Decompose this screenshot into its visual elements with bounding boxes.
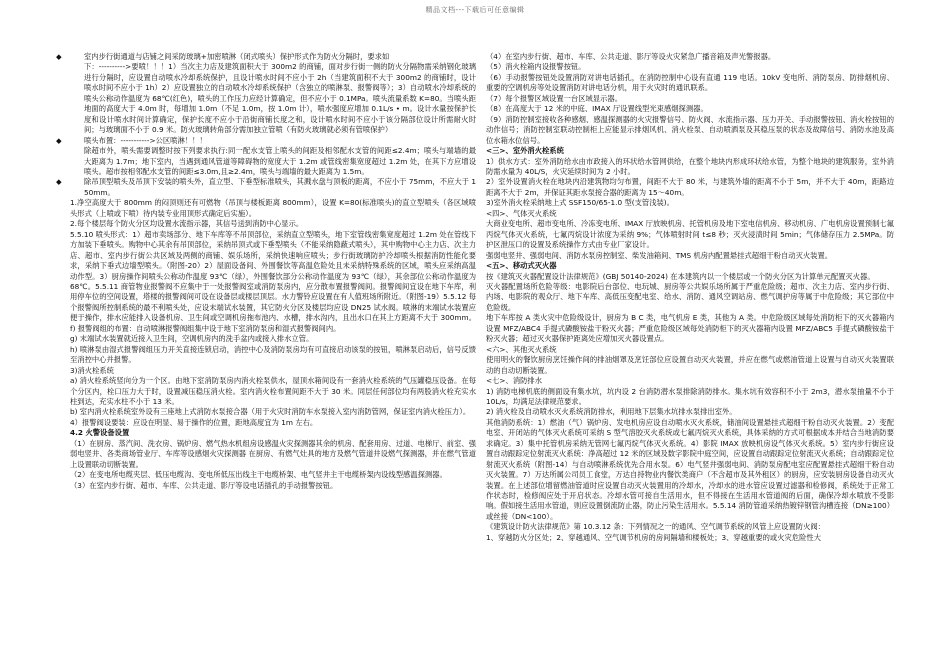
section-heading: <三>、室外消火栓系统	[486, 146, 564, 156]
paragraph: （5）消火栓箱内设报警按钮。	[486, 62, 586, 72]
paragraph: （1）在厨房、蒸汽间、洗衣房、锅炉房、燃气热水机组房设感温火灾探测器其余的机房、配套用房、过道、电梯厅、前室、强弱电竖井、各类商场管业厅、车库等设感烟火灾探测器 在厨房、有燃气灶具的地方及燃气管道井设燃气探测器，并在燃气管道上设置联动切断装置。	[70, 438, 476, 469]
paragraph: 按《建筑灭火器配置设计法律规范》(GBJ 50140-2024) 在本建筑内以一个楼层或一个防火分区为计算单元配置灭火器。	[486, 271, 875, 281]
left-column	[56, 52, 476, 491]
right-column	[486, 52, 894, 543]
diamond-bullet-icon: ◆	[56, 177, 62, 187]
paragraph: （6）手动报警按钮处设置消防对讲电话插孔，在消防控制中心设有直通 119 电话。10kV 变电所、消防泵房、防排烟机房、重要的空调机房等处设置消防对讲电话分机，用于火灾时的通讯联系。	[486, 72, 894, 93]
paragraph: 除超市外，喷头需要调整时按下列要求执行:同一配水支管上喷头的间距及相邻配水支管的间距≤2.4m；喷头与端墙的最大距离为 1.7m；地下室内，当遇到通风管道等障碍物的宽度大于 1.2m 或管线密集宽度超过 1.2m 处，在其下方应增设喷头。超市按相邻配水支管的间距≤3.0m,且≥2.4m，喷头与端墙的最大距离为 1.5m。	[84, 146, 476, 176]
paragraph: （4）在室内步行街、超市、车库、公共走道、影厅等设火灾紧急广播音箱及声光警报器。	[486, 52, 776, 61]
diamond-bullet-icon: ◆	[56, 135, 62, 145]
paragraph: 灭火器配置场所危险等级：电影院后台部位、电玩城、厨房等公共娱乐场所属于严重危险级；超市、次主力店、室内步行街、内场、电影院的观众厅、地下车库、高低压变配电室、给水、消防、通风空调站房、燃气调护房等属于中危险级；其它部位中危险级。	[486, 281, 894, 312]
paragraph: ◆ 喷头布置：----------->公区喷淋！！！	[56, 135, 207, 145]
paragraph: 4）报警阀设要装：应设在明显、易于操作的位置，距地高度宜为 1m 左右。	[70, 417, 318, 427]
paragraph: b) 室内消火栓系统室外设有三座地上式消防水泵接合器（用于火灾时消防车水泵接入室内消防管网，保证室内消火栓压力）。	[70, 407, 471, 417]
diamond-bullet-icon: ◆	[56, 52, 62, 61]
paragraph: （9）消防控制室接收各种感烟、感温探测器的火灾报警信号、防火阀、水流指示器、压力开关、手动报警按钮、消火栓按钮的动作信号；消防控制室联动控制柜上应能显示排烟风机、消火栓泵、自动喷洒泵及其稳压泵的状态及故障信号、消防水池及高位水箱水位信号。	[486, 114, 894, 145]
page-header: 精品文档---下载后可任意编辑	[425, 6, 525, 14]
section-heading: <六>、其他灭火系统	[486, 344, 557, 354]
paragraph: （3）在室内步行街、超市、车库、公共走道、影厅等设电话插孔的手动报警按钮。	[70, 480, 338, 490]
paragraph: 3)室外消火栓采纳地上式 SSF150/65-1.0 型(支管浅装)。	[486, 198, 674, 208]
section-heading: <七>、消防排水	[486, 376, 543, 386]
paragraph: ◆ 室内步行街通道与店铺之间采防玻璃+加密喷淋（闭式喷头）保护形式作为防火分隔时，要求如	[56, 52, 390, 61]
paragraph: 3)消火栓系统	[70, 365, 114, 375]
paragraph: 下：---------->要喷！！！1）当次主力店及建筑面积大于 300m2 的商铺，面对步行街一侧的防火分隔物需采纳钢化玻璃进行分隔时，应设置自动喷水冷却系统保护，且设计喷水时间不应小于 2h（当建筑面积不大于 300m2 的商铺时，设计喷水时间不应小于 1h）2）应设置独立的自动喷水冷却系统保护（含独立的喷淋泵、报警阀等）；3）自动喷水冷却系统的喷头公称动作温度为 68℃(红色)，喷头的工作压力应经计算确定，但不应小于 0.1MPa。喷头流量系数 K=80。当喷头距地面的高度大于 4.0m 时，每增加 1.0m（不足 1.0m，按 1.0m 计），喷水强度应增加 0.1L/s • m。设计水量按保护长度和设计喷水时间计算确定，保护长度不应小于沿街商铺长度之和，设计喷水时间不应小于该分隔部位设计所需耐火时间；与玻璃面不小于 0.9 米。防火玻璃转角部分需加独立管喷（有防火玻璃就必须有管喷保护）	[84, 62, 476, 135]
paragraph: 地下车库按 A 类火灾中危险级设计，厨房为 B C 类，电气机房 E 类，其他为 A 类。中危险级区域每处消防柜下的灭火器箱内设置 MFZ/ABC4 手提式磷酸铵盐干粉灭火器；严重危险级区域每处消防柜下的灭火器箱内设置 MFZ/ABC5 手提式磷酸铵盐干粉灭火器；超过灭火器保护距离处应增加灭火器设置点。	[486, 313, 894, 344]
paragraph: a) 消火栓系统竖向分为一个区。由地下室消防泵房内消火栓泵供水，屋顶水箱间设有一套消火栓系统的气压罐稳压设备。在每个分区内，栓口压力大于时，设置减压稳压消火栓。室内消火栓布置间距不大于 30 米。同层任何部位均有两股消火栓充实水柱到达，充实水柱不小于 13 米。	[70, 376, 476, 406]
paragraph: 大商业变电所、超市变电所、冷冻变电所、IMAX 厅放映机房、托管机房及地下室电信机房、移动机房、广电机房设置预制七氟丙烷气体灭火系统，七氟丙烷设计浓度为采纳 9%；气体喷射时间 t≤8 秒；灭火浸渍时间 5min；气体储存压力 2.5MPa。防护区泄压口的设置及系统操作方式由专业厂家设计。	[486, 219, 894, 250]
paragraph: （2）在变电所电缆夹层、低压电缆沟、变电所低压出线主干电缆桥架、电气竖井主干电缆桥架内设线型感温探测器。	[70, 470, 447, 480]
paragraph: 1.净空高度大于 800mm 的闷顶则还有可燃物（吊顶与楼板距离 800mm），设置 K=80(标准喷头)的直立型喷头（各区域喷头形式（上喷或下喷）待内装专业用顶形式确定后实施）。	[70, 198, 476, 218]
paragraph: 5.5.10 喷头形式：1）超市卖场部分、地下车库等不吊顶部位，采纳直立型喷头，地下室管线密集宽度超过 1.2m 处在管线下方加装下垂喷头。购物中心其余有吊顶部位，采纳吊顶式或下垂型喷头（不能采纳隐蔽式喷头），其中购物中心主力店、次主力店、超市、室内步行街公共区域及两侧的商铺、娱乐场所，采纳快速响应喷头；步行街玻璃防护冷却喷头根据消防性能化要求，采纳下垂式边墙型喷头。（附图-20）2）屋面设备间、外围餐饮等高温危险处且未采纳特殊系统的区域，喷头应采纳高温动作型。3）厨房操作间喷头公称动作温度 93℃（绿），外围餐饮部分公称动作温度为 93℃（绿），其余部位公称动作温度为 68℃。5.5.11 商管物业报警阀不应集中于一处报警阀室或消防泵房内，应分散布置报警阀间。报警阀间宜设在地下车库，利用停车位的空间设置，塔楼的报警阀间可设在设备层或楼层顶层。水力警铃应设置在有人值班场所附近。（附图-19）5.5.12 每个报警阀所控制系统的最不利喷头处，应设末端试水装置，其它防火分区及楼层均应设 DN25 试水阀。喷淋的末端试水装置应便于操作，排水应能排入设备机房、卫生间或空调机房拖布池内、水槽，排水沟内，且出水口在其上方距离不大于 300mm。f) 报警阀组的布置：自动喷淋报警阀组集中设于地下室消防泵房和湿式报警阀间内。	[70, 229, 476, 333]
paragraph: 1）供水方式：室外消防给水由市政接入的环状给水管网供给，在整个地块内形成环状给水管，为整个地块的建筑服务，室外消防需水量为 40L/S，火灾延续时间为 2 小时。	[486, 156, 894, 176]
paragraph: 2) 消火栓及自动喷水灭火系统消防排水，利用地下层集水坑排水泵排出室外。	[486, 407, 737, 417]
paragraph: 2.每个楼层每个防火分区均设置水流指示器，其信号送到消防中心显示。	[70, 219, 304, 229]
paragraph: 1、穿越防火分区处；2、穿越通风、空气调节机房的房间隔墙和楼板处；3、穿越重要的或火灾危险性大	[486, 532, 821, 542]
paragraph: 2）室外设置消火栓在地块内沿建筑物均匀布置，间距不大于 80 米，与建筑外墙的距离不小于 5m，并不大于 40m，距路边距离不大于 2m，并保证其距水泵接合器的距离为 15～40m。	[486, 177, 894, 197]
section-heading: 4.2 火警设备设置	[70, 428, 130, 438]
paragraph: 其他消防系统：1）燃油（气）锅炉房、发电机房应设自动喷水灭火系统，储油间设置悬挂式超细干粉自动灭火装置。2）变配电室、开闭站的气体灭火系统可采纳 S 型气溶胶灭火系统或七氟丙烷灭火系统，具体采纳的方式可根据成本并结合当地消防要求确定。3）集中托管机房采纳无管网七氟丙烷气体灭火系统。4）影院 IMAX 放映机房设气体灭火系统。5）室内步行街应设置自动跟踪定位射流灭火系统：净高超过 12 米的区域及数字影院中庭空间，应设置自动跟踪定位射流灭火系统；自动跟踪定位射流灭火系统（附图-14）与自动喷淋系统优先合用水泵。6）电气竖井强弱电间、消防泵房配电室应配置悬挂式超细干粉自动灭火装置。7）万达所属公司员工食堂，万达自持物业内餐饮类商户（不含超市及其外租区）的厨房，应安装厨房设备自动灭火装置。在上述部位增留燃油管道时应设置自动灭火装置用的冷却水，冷却水的进水管应设置过滤器和检修阀，系统处于正常工作状态时，检修阀应处于开启状态。冷却水管可接自生活用水，但不得接在生活用水管道阀的后面，确保冷却水喷放不受影响。假如接生活用水管道，则应设置倒流防止器，防止污染生活用水。5.5.14 消防管道采纳热镀锌钢管沟槽连接（DN≥100）或丝接（DN<100）。	[486, 417, 894, 521]
paragraph: 使用明火的餐饮厨房烹饪操作间的排油烟罩及烹饪部位应设置自动灭火装置，并应在燃气或燃油管道上设置与自动灭火装置联动的自动切断装置。	[486, 355, 894, 375]
paragraph: 强弱电竖井、强弱电间、消防水泵房控制室、柴发油箱间、TMS 机房内配置悬挂式超细干粉自动灭火装置。	[486, 250, 833, 260]
paragraph: h) 喷淋泵由湿式报警阀组压力开关直接连锁启动，消控中心及消防泵房均有可直接启动该泵的按钮，喷淋泵启动后，信号反馈至消控中心并报警。	[70, 344, 476, 365]
paragraph: （8）在高度大于 12 米的中庭、IMAX 厅设置线型光束感烟探测器。	[486, 104, 708, 114]
paragraph: 《建筑设计防火法律规范》第 10.3.12 条：下列情况之一的通风、空气调节系统的风管上应设置防火阀：	[486, 522, 825, 532]
paragraph: （7）每个报警区域设置一台区域显示器。	[486, 93, 622, 103]
paragraph: g) 末端试水装置就近接入卫生间，空调机房内的洗手盆内或接入排水立管。	[70, 334, 314, 344]
section-heading: <四>、气体灭火系统	[486, 208, 557, 218]
paragraph: 1) 消防电梯机底的侧面设有集水坑，坑内设 2 台消防潜水泵排除消防排水。集水坑有效容积不小于 2m3，潜水泵抽量不小于 10L/s，均满足法律规范要求。	[486, 386, 894, 406]
section-heading: <五>、移动式灭火器	[486, 261, 557, 271]
paragraph: ◆ 除吊顶型喷头及吊顶下安装的喷头外，直立型、下垂型标准喷头，其溅水盘与顶板的距离，不应小于 75mm，不应大于 150mm。	[56, 177, 476, 197]
